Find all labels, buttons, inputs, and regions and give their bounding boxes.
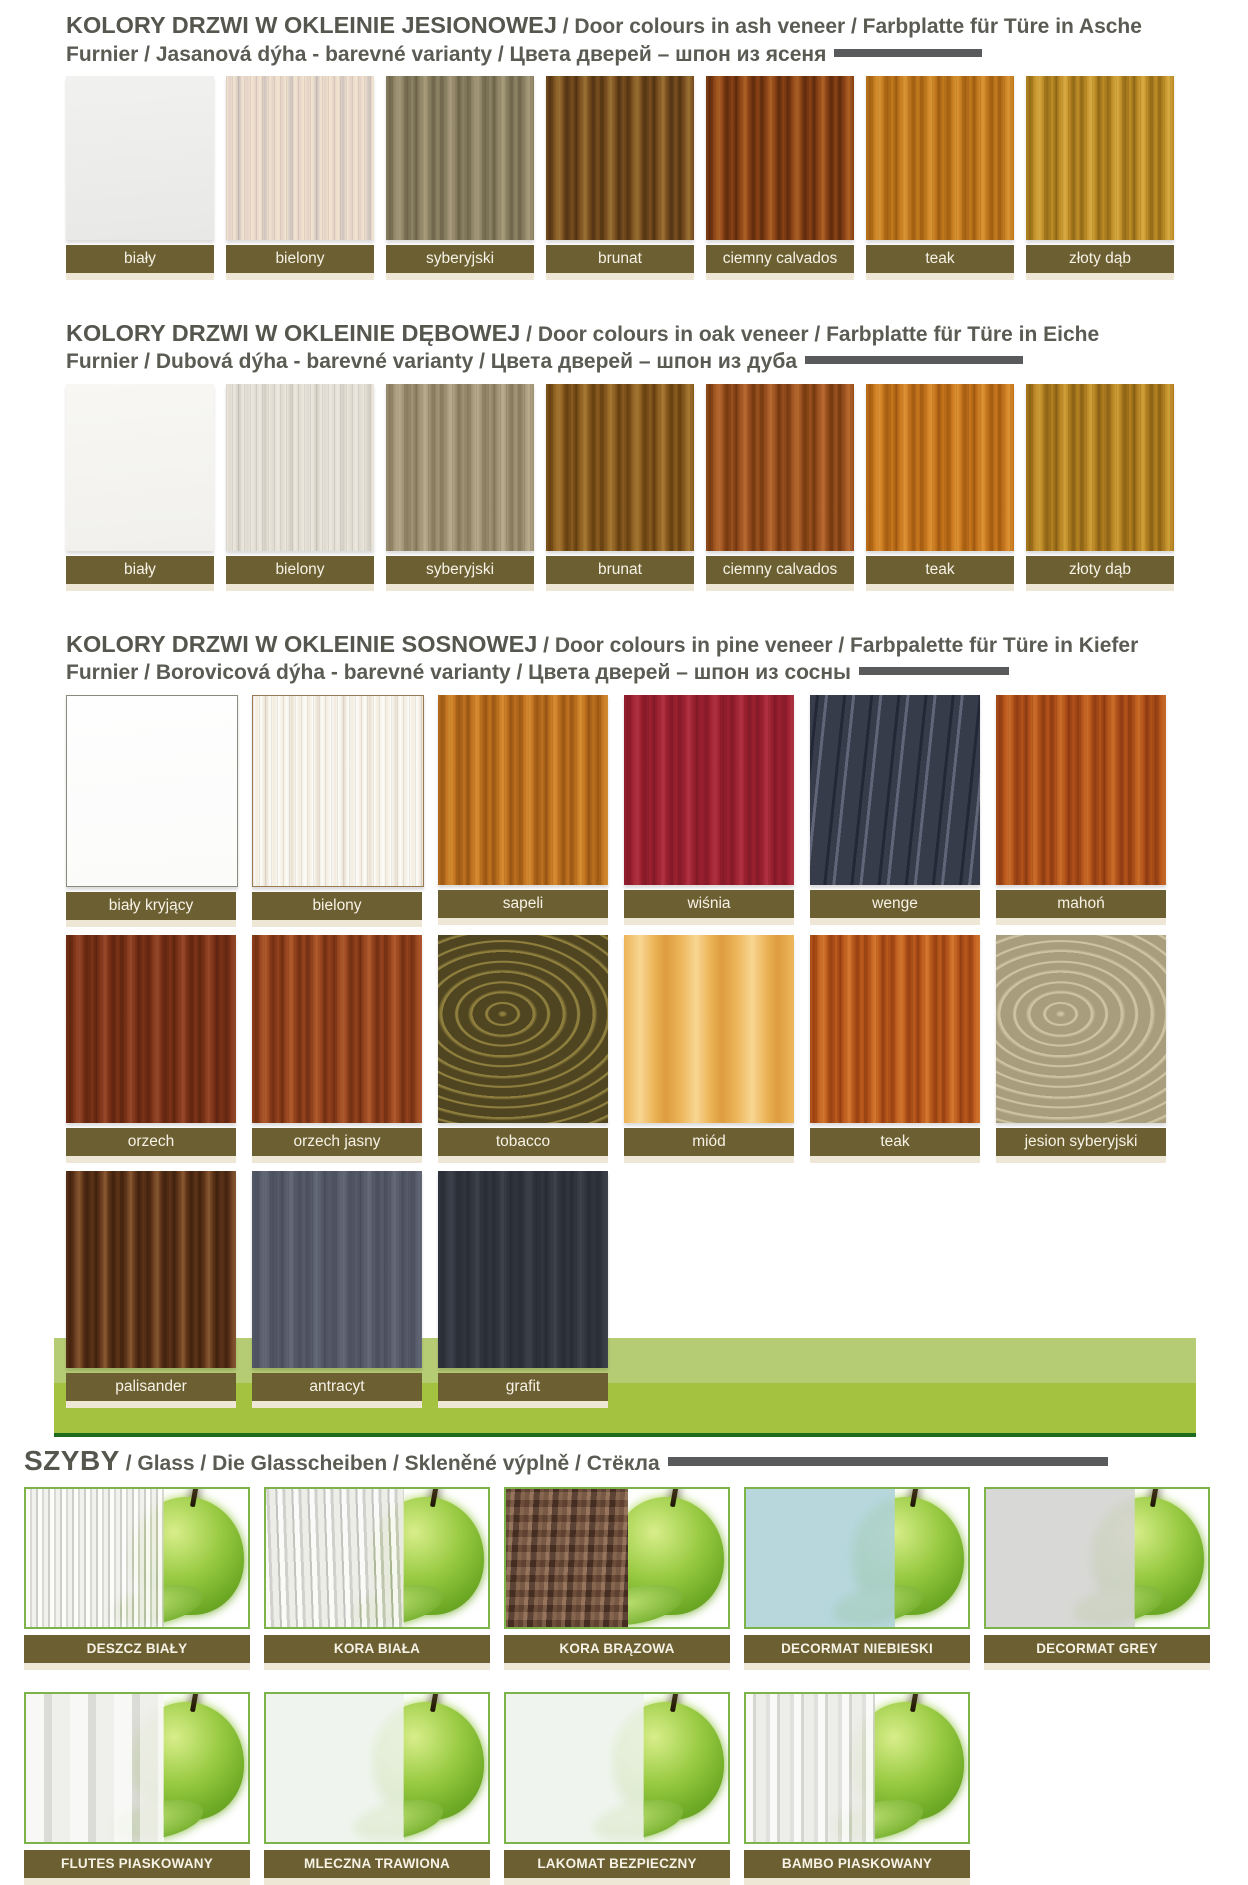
swatch-label-orzech-jasny: orzech jasny — [252, 1128, 422, 1156]
glass-sample-image-mleczna-trawiona — [264, 1692, 490, 1844]
veneer-cell-złoty-dąb — [1026, 384, 1174, 591]
label-shadow-strip — [226, 273, 374, 280]
section-oak-veneer — [0, 318, 1248, 591]
swatch-label-teak: teak — [810, 1128, 980, 1156]
swatch-label-złoty-dąb: złoty dąb — [1026, 556, 1174, 584]
wood-swatch-image-grafit — [438, 1171, 608, 1368]
glass-cell-kora-biała — [264, 1487, 490, 1670]
label-shadow-strip — [706, 273, 854, 280]
section-ash-veneer — [0, 10, 1248, 280]
swatch-label-grafit: grafit — [438, 1373, 608, 1401]
glass-sample-image-bambo-piaskowany — [744, 1692, 970, 1844]
veneer-cell-wiśnia — [624, 695, 794, 927]
section-title-oak — [66, 318, 1151, 376]
glass-sample-image-decormat-grey — [984, 1487, 1210, 1629]
label-shadow-strip — [744, 1878, 970, 1885]
section-title-pine — [66, 629, 1151, 687]
glass-sample-image-kora-biała — [264, 1487, 490, 1629]
wood-swatch-image-biały — [66, 384, 214, 551]
swatch-label-bielony: bielony — [226, 556, 374, 584]
veneer-cell-złoty-dąb — [1026, 76, 1174, 280]
label-shadow-strip — [264, 1663, 490, 1670]
section-title-pine-bold: KOLORY DRZWI W OKLEINIE SOSNOWEJ — [66, 630, 538, 657]
glass-texture-milky — [506, 1694, 644, 1842]
veneer-cell-orzech — [66, 935, 236, 1163]
glass-tile-grid-row1 — [24, 1487, 1248, 1670]
veneer-cell-ciemny-calvados — [706, 384, 854, 591]
label-shadow-strip — [386, 584, 534, 591]
glass-texture-streaks — [26, 1489, 164, 1627]
swatch-label-teak: teak — [866, 556, 1014, 584]
wood-swatch-image-teak — [866, 76, 1014, 240]
glass-sample-image-lakomat-bezpieczny — [504, 1692, 730, 1844]
heading-rule-bar — [859, 667, 1009, 675]
wood-swatch-image-biały-kryjący — [66, 695, 238, 887]
glass-cell-flutes-piaskowany — [24, 1692, 250, 1885]
swatch-label-brunat: brunat — [546, 556, 694, 584]
veneer-cell-jesion-syberyjski — [996, 935, 1166, 1163]
swatch-label-biały-kryjący: biały kryjący — [66, 892, 236, 920]
label-shadow-strip — [996, 1156, 1166, 1163]
glass-cell-kora-brązowa — [504, 1487, 730, 1670]
veneer-cell-bielony — [226, 76, 374, 280]
veneer-cell-mahoń — [996, 695, 1166, 927]
glass-texture-milky — [266, 1694, 404, 1842]
swatch-label-mahoń: mahoń — [996, 890, 1166, 918]
wood-swatch-image-jesion-syberyjski — [996, 935, 1166, 1123]
wood-swatch-image-antracyt — [252, 1171, 422, 1368]
label-shadow-strip — [438, 1156, 608, 1163]
glass-cell-lakomat-bezpieczny — [504, 1692, 730, 1885]
label-shadow-strip — [624, 918, 794, 925]
oak-swatch-grid — [66, 384, 1248, 591]
wood-swatch-image-brunat — [546, 76, 694, 240]
veneer-cell-brunat — [546, 384, 694, 591]
swatch-label-złoty-dąb: złoty dąb — [1026, 245, 1174, 273]
glass-texture-bark-white — [266, 1489, 404, 1627]
glass-texture-wood-white — [746, 1694, 875, 1842]
glass-texture-blue — [746, 1489, 895, 1627]
wood-swatch-image-bielony — [252, 695, 424, 887]
wood-swatch-image-złoty-dąb — [1026, 384, 1174, 551]
label-shadow-strip — [706, 584, 854, 591]
glass-label-kora-brązowa: KORA BRĄZOWA — [504, 1635, 730, 1663]
label-shadow-strip — [66, 1401, 236, 1408]
swatch-label-antracyt: antracyt — [252, 1373, 422, 1401]
wood-swatch-image-złoty-dąb — [1026, 76, 1174, 240]
section-title-glass-translations: / Glass / Die Glasscheiben / Skleněné výplně / Стёкла — [119, 1451, 660, 1475]
veneer-cell-biały-kryjący — [66, 695, 236, 927]
swatch-label-biały: biały — [66, 245, 214, 273]
veneer-cell-tobacco — [438, 935, 608, 1163]
wood-swatch-image-teak — [866, 384, 1014, 551]
swatch-label-bielony: bielony — [226, 245, 374, 273]
heading-rule-bar — [805, 356, 1023, 364]
swatch-label-sapeli: sapeli — [438, 890, 608, 918]
glass-cell-mleczna-trawiona — [264, 1692, 490, 1885]
veneer-cell-biały — [66, 384, 214, 591]
label-shadow-strip — [984, 1663, 1210, 1670]
veneer-cell-syberyjski — [386, 76, 534, 280]
label-shadow-strip — [264, 1878, 490, 1885]
label-shadow-strip — [24, 1878, 250, 1885]
pine-row3-band-area — [0, 1171, 1248, 1437]
wood-swatch-image-miód — [624, 935, 794, 1123]
ash-swatch-grid — [66, 76, 1248, 280]
heading-rule-bar — [834, 49, 982, 57]
veneer-cell-orzech-jasny — [252, 935, 422, 1163]
glass-texture-bark-brown — [506, 1489, 628, 1627]
swatch-label-tobacco: tobacco — [438, 1128, 608, 1156]
pine-swatch-grid-row3 — [66, 1171, 1248, 1408]
glass-label-bambo-piaskowany: BAMBO PIASKOWANY — [744, 1850, 970, 1878]
label-shadow-strip — [66, 273, 214, 280]
wood-swatch-image-tobacco — [438, 935, 608, 1123]
swatch-label-wiśnia: wiśnia — [624, 890, 794, 918]
section-title-ash-bold: KOLORY DRZWI W OKLEINIE JESIONOWEJ — [66, 12, 557, 38]
glass-tile-grid-row2 — [24, 1692, 1248, 1885]
section-title-glass — [24, 1443, 1234, 1479]
glass-cell-bambo-piaskowany — [744, 1692, 970, 1885]
label-shadow-strip — [810, 918, 980, 925]
label-shadow-strip — [504, 1878, 730, 1885]
wood-swatch-image-ciemny-calvados — [706, 76, 854, 240]
label-shadow-strip — [624, 1156, 794, 1163]
veneer-cell-bielony — [252, 695, 422, 927]
wood-swatch-image-teak — [810, 935, 980, 1123]
label-shadow-strip — [252, 920, 422, 927]
heading-rule-bar — [668, 1457, 1108, 1466]
glass-sample-image-deszcz-biały — [24, 1487, 250, 1629]
label-shadow-strip — [226, 584, 374, 591]
label-shadow-strip — [438, 918, 608, 925]
label-shadow-strip — [866, 273, 1014, 280]
veneer-cell-sapeli — [438, 695, 608, 927]
section-pine-veneer — [0, 629, 1248, 1437]
veneer-cell-teak — [866, 384, 1014, 591]
wood-swatch-image-syberyjski — [386, 384, 534, 551]
swatch-label-jesion-syberyjski: jesion syberyjski — [996, 1128, 1166, 1156]
veneer-cell-miód — [624, 935, 794, 1163]
wood-swatch-image-bielony — [226, 384, 374, 551]
glass-cell-deszcz-biały — [24, 1487, 250, 1670]
swatch-label-miód: miód — [624, 1128, 794, 1156]
section-title-glass-bold: SZYBY — [24, 1444, 120, 1476]
wood-swatch-image-bielony — [226, 76, 374, 240]
label-shadow-strip — [66, 584, 214, 591]
swatch-label-biały: biały — [66, 556, 214, 584]
wood-swatch-image-wenge — [810, 695, 980, 885]
glass-label-decormat-grey: DECORMAT GREY — [984, 1635, 1210, 1663]
section-glass — [0, 1443, 1248, 1885]
section-title-ash — [66, 10, 1151, 68]
wood-swatch-image-mahoń — [996, 695, 1166, 885]
veneer-cell-syberyjski — [386, 384, 534, 591]
wood-swatch-image-orzech — [66, 935, 236, 1123]
wood-swatch-image-biały — [66, 76, 214, 240]
glass-label-flutes-piaskowany: FLUTES PIASKOWANY — [24, 1850, 250, 1878]
veneer-cell-bielony — [226, 384, 374, 591]
veneer-cell-antracyt — [252, 1171, 422, 1408]
label-shadow-strip — [996, 918, 1166, 925]
veneer-cell-wenge — [810, 695, 980, 927]
label-shadow-strip — [66, 920, 236, 927]
label-shadow-strip — [24, 1663, 250, 1670]
veneer-cell-teak — [810, 935, 980, 1163]
glass-sample-image-kora-brązowa — [504, 1487, 730, 1629]
swatch-label-palisander: palisander — [66, 1373, 236, 1401]
label-shadow-strip — [66, 1156, 236, 1163]
swatch-label-bielony: bielony — [252, 892, 422, 920]
wood-swatch-image-orzech-jasny — [252, 935, 422, 1123]
label-shadow-strip — [1026, 584, 1174, 591]
glass-cell-decormat-niebieski — [744, 1487, 970, 1670]
pine-swatch-grid-row2 — [66, 935, 1248, 1163]
swatch-label-wenge: wenge — [810, 890, 980, 918]
glass-sample-image-decormat-niebieski — [744, 1487, 970, 1629]
label-shadow-strip — [252, 1401, 422, 1408]
label-shadow-strip — [386, 273, 534, 280]
veneer-cell-brunat — [546, 76, 694, 280]
wood-swatch-image-wiśnia — [624, 695, 794, 885]
glass-label-mleczna-trawiona: MLECZNA TRAWIONA — [264, 1850, 490, 1878]
swatch-label-brunat: brunat — [546, 245, 694, 273]
glass-label-decormat-niebieski: DECORMAT NIEBIESKI — [744, 1635, 970, 1663]
glass-texture-flutes — [26, 1694, 164, 1842]
label-shadow-strip — [438, 1401, 608, 1408]
label-shadow-strip — [810, 1156, 980, 1163]
wood-swatch-image-ciemny-calvados — [706, 384, 854, 551]
swatch-label-orzech: orzech — [66, 1128, 236, 1156]
section-title-oak-bold: KOLORY DRZWI W OKLEINIE DĘBOWEJ — [66, 319, 521, 346]
veneer-cell-ciemny-calvados — [706, 76, 854, 280]
wood-swatch-image-palisander — [66, 1171, 236, 1368]
label-shadow-strip — [504, 1663, 730, 1670]
veneer-cell-palisander — [66, 1171, 236, 1408]
pine-swatch-grid-row1 — [66, 695, 1248, 927]
wood-swatch-image-syberyjski — [386, 76, 534, 240]
glass-label-deszcz-biały: DESZCZ BIAŁY — [24, 1635, 250, 1663]
label-shadow-strip — [546, 584, 694, 591]
glass-sample-image-flutes-piaskowany — [24, 1692, 250, 1844]
veneer-cell-grafit — [438, 1171, 608, 1408]
label-shadow-strip — [252, 1156, 422, 1163]
section-title-oak-translations: / Door colours in oak veneer / Farbplatte für Türe in Eiche Furnier / Dubová dýha - barevné varianty / Цвета дверей – шпон из дуба — [66, 322, 1100, 374]
glass-label-lakomat-bezpieczny: LAKOMAT BEZPIECZNY — [504, 1850, 730, 1878]
label-shadow-strip — [744, 1663, 970, 1670]
glass-cell-decormat-grey — [984, 1487, 1210, 1670]
label-shadow-strip — [546, 273, 694, 280]
swatch-label-ciemny-calvados: ciemny calvados — [706, 245, 854, 273]
section-title-pine-translations: / Door colours in pine veneer / Farbpalette für Türe in Kiefer Furnier / Borovicová dýha - barevné varianty / Цвета дверей – шпон из сосны — [66, 633, 1139, 685]
swatch-label-ciemny-calvados: ciemny calvados — [706, 556, 854, 584]
label-shadow-strip — [1026, 273, 1174, 280]
swatch-label-syberyjski: syberyjski — [386, 556, 534, 584]
veneer-cell-biały — [66, 76, 214, 280]
swatch-label-teak: teak — [866, 245, 1014, 273]
wood-swatch-image-sapeli — [438, 695, 608, 885]
section-title-ash-translations: / Door colours in ash veneer / Farbplatte für Türe in Asche Furnier / Jasanová dýha - barevné varianty / Цвета дверей – шпон из ясеня — [66, 15, 1142, 66]
glass-label-kora-biała: KORA BIAŁA — [264, 1635, 490, 1663]
label-shadow-strip — [866, 584, 1014, 591]
swatch-label-syberyjski: syberyjski — [386, 245, 534, 273]
glass-texture-grey — [986, 1489, 1135, 1627]
veneer-cell-teak — [866, 76, 1014, 280]
wood-swatch-image-brunat — [546, 384, 694, 551]
